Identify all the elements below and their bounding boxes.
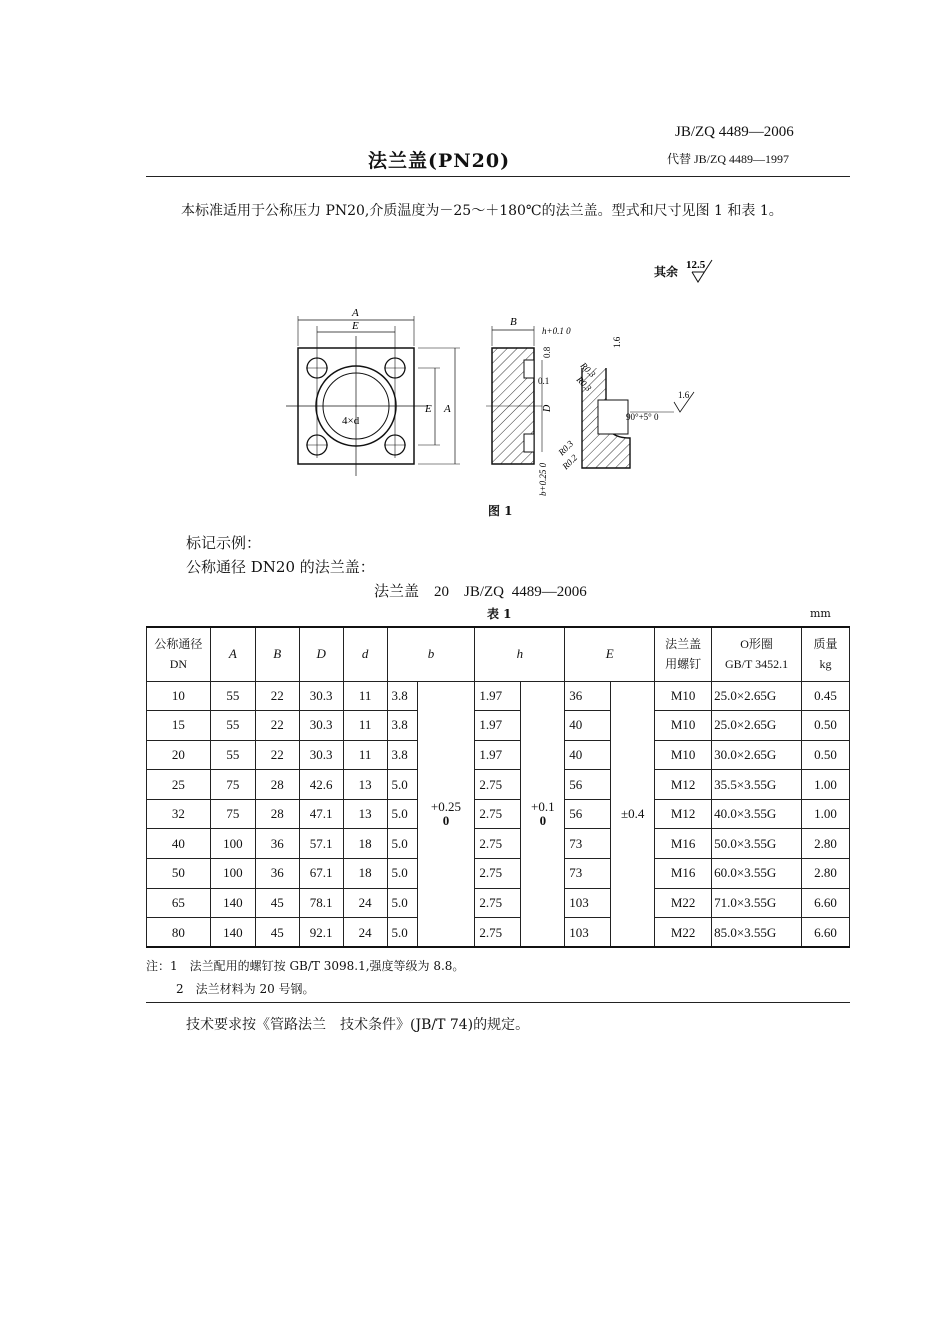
radius-label-1: R0.3: [578, 360, 598, 380]
cell-d: 11: [343, 740, 387, 770]
cell-dn: 20: [147, 740, 211, 770]
tolerance-b: [417, 681, 475, 947]
cell-d: 92.1: [299, 918, 343, 948]
cell-b: 22: [255, 740, 299, 770]
tolerance-b-lower: 0: [442, 813, 450, 829]
cell-e: 103: [565, 888, 611, 918]
cell-b: 28: [255, 770, 299, 800]
cell-e: 73: [565, 859, 611, 889]
figure-caption: 图 1: [488, 504, 513, 518]
dim-label-h: h+0.1 0: [542, 326, 571, 336]
tolerance-h: [521, 681, 565, 947]
general-roughness: [654, 258, 716, 284]
header-B: B: [255, 627, 299, 681]
header-bolt-l2: 用螺钉: [665, 657, 702, 672]
header-d: d: [343, 627, 387, 681]
cell-d: 18: [343, 859, 387, 889]
cell-d: 13: [343, 770, 387, 800]
header-bolt: [655, 627, 712, 681]
detail-view: [556, 336, 694, 472]
note-2: 2 法兰材料为 20 号钢。: [176, 982, 315, 996]
radius-label-3: R0.3: [556, 438, 576, 458]
note-1: 注：1 法兰配用的螺钉按 GB/T 3098.1,强度等级为 8.8。: [146, 959, 465, 973]
cell-dn: 32: [147, 799, 211, 829]
header-dn-l1: 公称通径: [154, 637, 203, 652]
cell-b: 36: [255, 859, 299, 889]
cell-b: 3.8: [387, 740, 417, 770]
cell-a: 55: [210, 740, 255, 770]
dim-label-D: D: [542, 404, 553, 412]
cell-a: 75: [210, 799, 255, 829]
marking-description: 公称通径 DN20 的法兰盖：: [186, 558, 375, 576]
cell-h: 2.75: [475, 888, 521, 918]
cell-d: 11: [343, 681, 387, 711]
intro-paragraph: 本标准适用于公称压力 PN20,介质温度为－25～＋180℃的法兰盖。型式和尺寸见图 1 和表 1。: [181, 203, 783, 219]
cell-dn: 10: [147, 681, 211, 711]
cell-dn: 25: [147, 770, 211, 800]
cell-b: 3.8: [387, 711, 417, 741]
dim-label-01: 0.1: [538, 376, 550, 386]
cell-b: 5.0: [387, 770, 417, 800]
cell-oring: 30.0×2.65G: [712, 740, 802, 770]
tolerance-h-upper: +0.1: [531, 799, 555, 815]
cell-a: 55: [210, 681, 255, 711]
front-view: [286, 308, 460, 476]
table-row: [147, 681, 850, 711]
cell-b: 5.0: [387, 888, 417, 918]
cell-oring: 71.0×3.55G: [712, 888, 802, 918]
cell-e: 56: [565, 770, 611, 800]
cell-mass: 1.00: [802, 770, 850, 800]
table-row: [147, 859, 850, 889]
table-row: [147, 770, 850, 800]
cell-bolt: M12: [655, 770, 712, 800]
header-oring: [712, 627, 802, 681]
cell-a: 100: [210, 829, 255, 859]
cell-b: 45: [255, 918, 299, 948]
cell-e: 56: [565, 799, 611, 829]
dimension-table: [146, 626, 850, 948]
roughness-label-b: 1.6: [678, 390, 690, 400]
header-mass-l2: kg: [819, 657, 832, 672]
cell-oring: 35.5×3.55G: [712, 770, 802, 800]
cell-mass: 0.50: [802, 740, 850, 770]
table-row: [147, 740, 850, 770]
cell-bolt: M10: [655, 711, 712, 741]
marking-title: 标记示例：: [186, 534, 262, 552]
cell-d: 30.3: [299, 681, 343, 711]
figure-1-drawing: [280, 308, 700, 503]
cell-h: 2.75: [475, 799, 521, 829]
cell-b: 45: [255, 888, 299, 918]
dim-label-A-right: A: [444, 403, 451, 415]
cell-bolt: M22: [655, 888, 712, 918]
cell-d: 24: [343, 918, 387, 948]
cell-mass: 0.45: [802, 681, 850, 711]
cell-d: 57.1: [299, 829, 343, 859]
table-row: [147, 888, 850, 918]
cell-oring: 40.0×3.55G: [712, 799, 802, 829]
cell-bolt: M10: [655, 681, 712, 711]
cell-bolt: M16: [655, 829, 712, 859]
cell-d: 47.1: [299, 799, 343, 829]
table-body: [147, 681, 850, 947]
header-A: A: [210, 627, 255, 681]
cell-e: 73: [565, 829, 611, 859]
cell-d: 18: [343, 829, 387, 859]
roughness-label-a: 1.6: [612, 336, 622, 348]
cell-b: 22: [255, 681, 299, 711]
cell-dn: 65: [147, 888, 211, 918]
cell-b: 36: [255, 829, 299, 859]
cell-h: 2.75: [475, 918, 521, 948]
cell-d: 30.3: [299, 740, 343, 770]
cell-h: 1.97: [475, 681, 521, 711]
cell-mass: 2.80: [802, 829, 850, 859]
cell-a: 100: [210, 859, 255, 889]
dim-label-b: b+0.25 0: [538, 462, 548, 496]
table-row: [147, 799, 850, 829]
cell-oring: 60.0×3.55G: [712, 859, 802, 889]
tolerance-h-lower: 0: [539, 813, 547, 829]
cell-h: 2.75: [475, 859, 521, 889]
table-bottom-rule: [146, 946, 850, 948]
header-mass-l1: 质量: [813, 637, 838, 652]
table-row: [147, 918, 850, 948]
header-b: b: [387, 627, 475, 681]
dim-label-E-right: E: [425, 403, 432, 415]
table-unit: mm: [810, 607, 831, 620]
cell-d: 13: [343, 799, 387, 829]
cell-mass: 6.60: [802, 918, 850, 948]
header-bolt-l1: 法兰盖: [665, 637, 702, 652]
table-row: [147, 829, 850, 859]
bolt-hole-label: 4×d: [342, 415, 360, 427]
marking-example: 法兰盖 20 JB/ZQ 4489—2006: [374, 584, 587, 600]
cell-mass: 0.50: [802, 711, 850, 741]
cell-e: 40: [565, 740, 611, 770]
cell-mass: 6.60: [802, 888, 850, 918]
technical-requirements: 技术要求按《管路法兰 技术条件》(JB/T 74)的规定。: [186, 1017, 530, 1033]
table-row: [147, 711, 850, 741]
replaces-standard: 代替 JB/ZQ 4489—1997: [667, 152, 790, 166]
cell-dn: 80: [147, 918, 211, 948]
cell-a: 140: [210, 918, 255, 948]
header-h: h: [475, 627, 565, 681]
cell-dn: 40: [147, 829, 211, 859]
header-E: E: [565, 627, 655, 681]
tolerance-E: ±0.4: [611, 681, 655, 947]
header-dn-l2: DN: [169, 657, 188, 672]
notes-rule: [146, 1002, 850, 1003]
cell-h: 1.97: [475, 711, 521, 741]
cell-dn: 15: [147, 711, 211, 741]
cell-h: 2.75: [475, 829, 521, 859]
section-view: [486, 316, 571, 496]
cell-e: 40: [565, 711, 611, 741]
cell-a: 75: [210, 770, 255, 800]
cell-b: 5.0: [387, 829, 417, 859]
cell-h: 2.75: [475, 770, 521, 800]
cell-d: 11: [343, 711, 387, 741]
header-oring-l1: O形圈: [740, 637, 773, 652]
header-oring-l2: GB/T 3452.1: [724, 657, 789, 672]
cell-oring: 50.0×3.55G: [712, 829, 802, 859]
cell-oring: 85.0×3.55G: [712, 918, 802, 948]
cell-d: 24: [343, 888, 387, 918]
roughness-value: 12.5: [686, 259, 706, 271]
cell-mass: 1.00: [802, 799, 850, 829]
roughness-symbol-icon: [682, 258, 716, 284]
cell-e: 36: [565, 681, 611, 711]
cell-oring: 25.0×2.65G: [712, 681, 802, 711]
dim-label-08: 0.8: [542, 346, 552, 358]
cell-d: 30.3: [299, 711, 343, 741]
cell-b: 5.0: [387, 859, 417, 889]
roughness-note: 其余: [654, 265, 679, 279]
standard-number: JB/ZQ 4489—2006: [675, 124, 794, 140]
cell-d: 67.1: [299, 859, 343, 889]
cell-b: 5.0: [387, 918, 417, 948]
dim-label-A: A: [352, 308, 359, 319]
cell-bolt: M16: [655, 859, 712, 889]
cell-a: 55: [210, 711, 255, 741]
cell-dn: 50: [147, 859, 211, 889]
dim-label-E-top: E: [352, 320, 359, 332]
cell-bolt: M10: [655, 740, 712, 770]
cell-b: 3.8: [387, 681, 417, 711]
cell-oring: 25.0×2.65G: [712, 711, 802, 741]
dim-label-B: B: [510, 316, 517, 328]
radius-label-2: R0.3: [574, 374, 594, 394]
header-D: D: [299, 627, 343, 681]
cell-b: 5.0: [387, 799, 417, 829]
document-title: 法兰盖(PN20): [368, 150, 511, 172]
tolerance-b-upper: +0.25: [430, 799, 461, 815]
cell-bolt: M22: [655, 918, 712, 948]
cell-a: 140: [210, 888, 255, 918]
cell-bolt: M12: [655, 799, 712, 829]
radius-label-4: R0.2: [560, 452, 580, 472]
cell-d: 78.1: [299, 888, 343, 918]
header-dn: [147, 627, 211, 681]
cell-mass: 2.80: [802, 859, 850, 889]
header-rule: [146, 176, 850, 177]
cell-h: 1.97: [475, 740, 521, 770]
angle-label: 90°+5° 0: [626, 412, 659, 422]
cell-b: 28: [255, 799, 299, 829]
cell-d: 42.6: [299, 770, 343, 800]
cell-e: 103: [565, 918, 611, 948]
table-caption: 表 1: [487, 607, 512, 621]
cell-b: 22: [255, 711, 299, 741]
header-mass: [802, 627, 850, 681]
